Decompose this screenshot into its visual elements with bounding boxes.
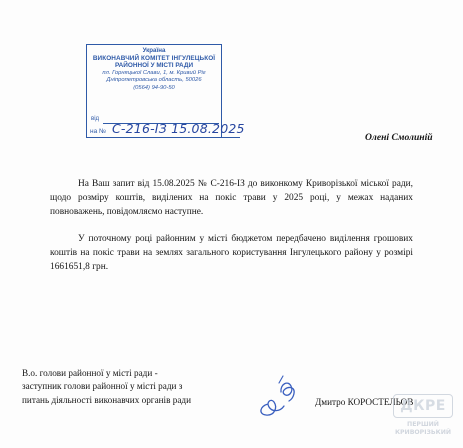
stamp-org-line1: ВИКОНАВЧИЙ КОМІТЕТ ІНГУЛЕЦЬКОЇ [92, 54, 216, 62]
stamp-org-line2: РАЙОННОЇ У МІСТІ РАДИ [114, 62, 194, 70]
registration-row [90, 121, 245, 139]
stamp-address-line1: пл. Горняцької Слави, 1, м. Кривий Ріг [102, 69, 206, 76]
signatory-name: Дмитро КОРОСТЕЛЬОВ [315, 397, 414, 407]
watermark-main-text: ДКРЕ [400, 398, 446, 414]
stamp-phone: (0564) 94-90-50 [133, 84, 175, 91]
registration-line [103, 137, 240, 138]
signatory-title-line2: заступник голови районної у місті ради з [22, 381, 183, 392]
handwritten-signature [254, 374, 300, 418]
stamp-from-label: від [91, 116, 100, 122]
addressee: Олені Смолиній [365, 132, 433, 143]
registration-number-label: на № [90, 128, 106, 135]
watermark-sub-line1: ПЕРШИЙ [407, 421, 439, 428]
signatory-title-line3: питань діяльності виконавчих органів ради [22, 394, 192, 405]
body-paragraph-1: На Ваш запит від 15.08.2025 № С-216-ІЗ до виконкому Криворізької міської ради, щодо розміру коштів, виділених на покіс трави у 2025 році, у межах наданих повноважень, повідомляємо наступне. [50, 179, 413, 217]
signatory-title [22, 367, 191, 407]
registration-handwritten: С-216-ІЗ 15.08.2025 [112, 121, 245, 136]
stamp-country: Україна [142, 47, 166, 54]
watermark-logo [391, 392, 457, 444]
signatory-title-line1: В.о. голови районної у місті ради - [22, 368, 158, 378]
stamp-address-line2: Дніпропетровська область, 50026 [106, 77, 202, 84]
watermark-sub-line2: КРИВОРІЗЬКИЙ [394, 429, 452, 436]
body-paragraph-2: У поточному році районним у місті бюджетом передбачено виділення грошових коштів на покіс трави на землях загального користування Інгулецького району у розмірі 1661651,8 грн. [50, 234, 413, 272]
